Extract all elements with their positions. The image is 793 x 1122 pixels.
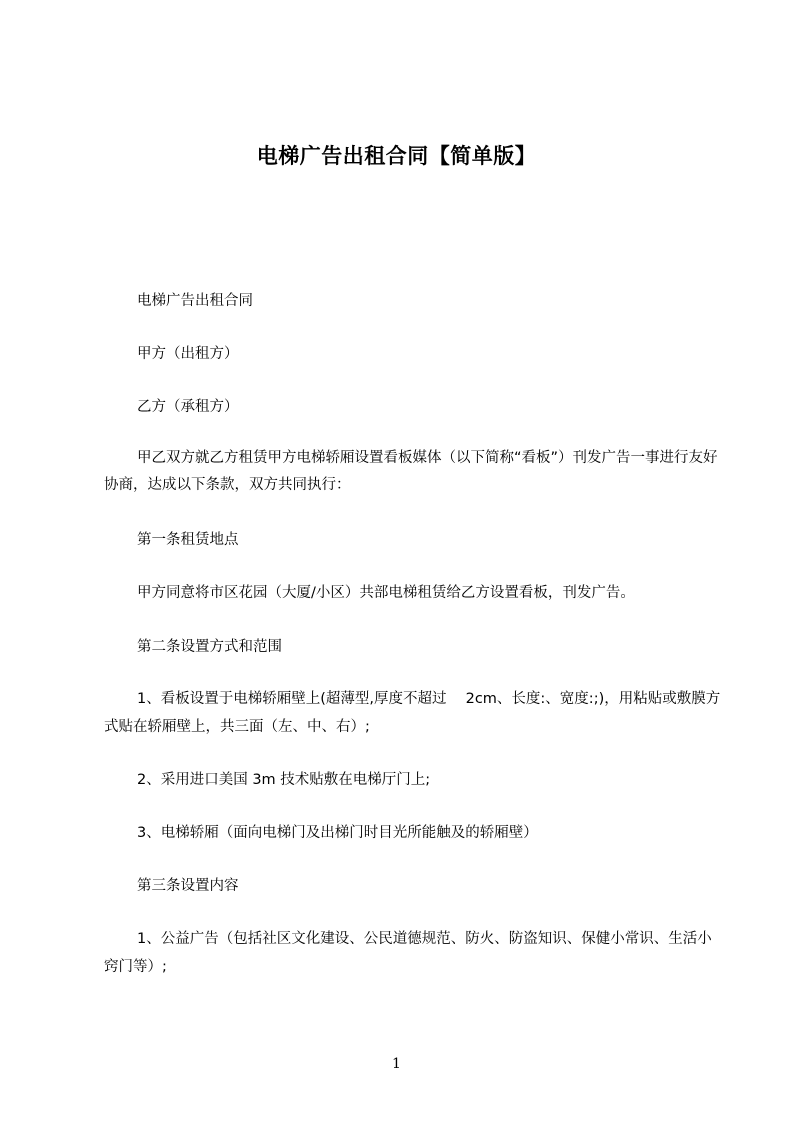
paragraph-article-2-item-3: 3、电梯轿厢（面向电梯门及出梯门时目光所能触及的轿厢壁） xyxy=(137,825,538,841)
paragraph-article-3-heading: 第三条设置内容 xyxy=(137,878,239,894)
paragraph-article-2-item-1: 1、看板设置于电梯轿厢壁上(超薄型,厚度不超过 2cm、长度:、宽度:;)，用粘贴或敷膜方式贴在轿厢壁上，共三面（左、中、右）; xyxy=(104,691,721,735)
document-title: 电梯广告出租合同【简单版】 xyxy=(256,144,537,168)
paragraph-preamble: 甲乙双方就乙方租赁甲方电梯轿厢设置看板媒体（以下简称“看板”）刊发广告一事进行友好协商，达成以下条款，双方共同执行： xyxy=(104,450,718,493)
paragraph-party-b: 乙方（承租方） xyxy=(137,399,239,415)
paragraph-contract-heading: 电梯广告出租合同 xyxy=(137,293,253,309)
page-number: 1 xyxy=(392,1056,401,1072)
paragraph-article-3-item-1: 1、公益广告（包括社区文化建设、公民道德规范、防火、防盗知识、保健小常识、生活小窍门等）; xyxy=(104,931,712,975)
paragraph-party-a: 甲方（出租方） xyxy=(137,346,239,362)
paragraph-article-2-item-2: 2、采用进口美国 3m 技术贴敷在电梯厅门上; xyxy=(137,772,431,788)
paragraph-article-1-heading: 第一条租赁地点 xyxy=(137,532,239,548)
paragraph-article-1-body: 甲方同意将市区花园（大厦/小区）共部电梯租赁给乙方设置看板，刊发广告。 xyxy=(137,585,635,601)
paragraph-article-2-heading: 第二条设置方式和范围 xyxy=(137,639,282,655)
